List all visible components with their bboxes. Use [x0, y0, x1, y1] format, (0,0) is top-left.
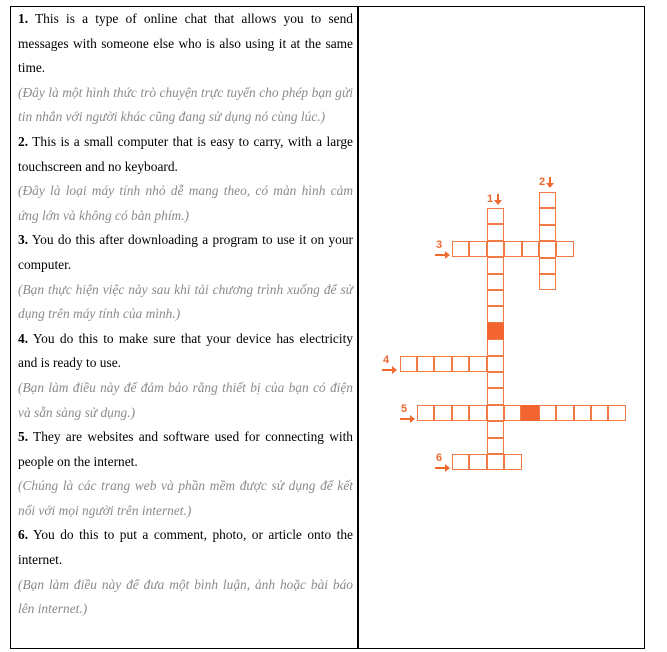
label-across-6: 6 [436, 452, 443, 464]
clue-3-english: 3. You do this after downloading a program to use it on your computer. [18, 232, 353, 272]
clue-6-english: 6. You do this to put a comment, photo, or article onto the internet. [18, 527, 353, 568]
clue-4-vietnamese: (Bạn làm điều này để đảm bảo rằng thiết bị của bạn có điện và sẵn sàng sử dụng.) [18, 379, 353, 420]
label-down-2: 2 [539, 176, 546, 188]
label-across-5: 5 [401, 403, 408, 415]
clue-6-vietnamese: (Bạn làm điều này để đưa một bình luận, ảnh hoặc bài báo lên internet.) [18, 576, 353, 617]
clue-1-vietnamese: (Đây là một hình thức trò chuyện trực tuyến cho phép bạn gửi tin nhắn với người khác cũng đang sử dụng nó cùng lúc.) [18, 84, 353, 125]
clue-4-english: 4. You do this to make sure that your device has electricity and is ready to use. [18, 330, 353, 371]
clue-5-vietnamese: (Chúng là các trang web và phần mềm được sử dụng để kết nối với mọi người trên internet.) [18, 478, 353, 518]
label-down-1: 1 [487, 193, 494, 205]
clue-2-vietnamese: (Đây là loại máy tính nhỏ dễ mang theo, có màn hình cảm ứng lớn và không có bàn phím.) [18, 183, 353, 223]
clue-1-english: 1. This is a type of online chat that allows you to send messages with someone else who is also using it at the same time. [18, 11, 353, 76]
clue-table [10, 6, 645, 649]
label-across-3: 3 [436, 239, 443, 251]
label-across-4: 4 [383, 354, 390, 366]
clue-2-english: 2. This is a small computer that is easy to carry, with a large touchscreen and no keyboard. [18, 133, 353, 174]
column-divider [357, 7, 359, 648]
clue-5-english: 5. They are websites and software used for connecting with people on the internet. [18, 429, 353, 469]
clue-3-vietnamese: (Bạn thực hiện việc này sau khi tải chương trình xuống để sử dụng trên máy tính của mình.) [18, 281, 353, 322]
clues-column [18, 7, 353, 622]
